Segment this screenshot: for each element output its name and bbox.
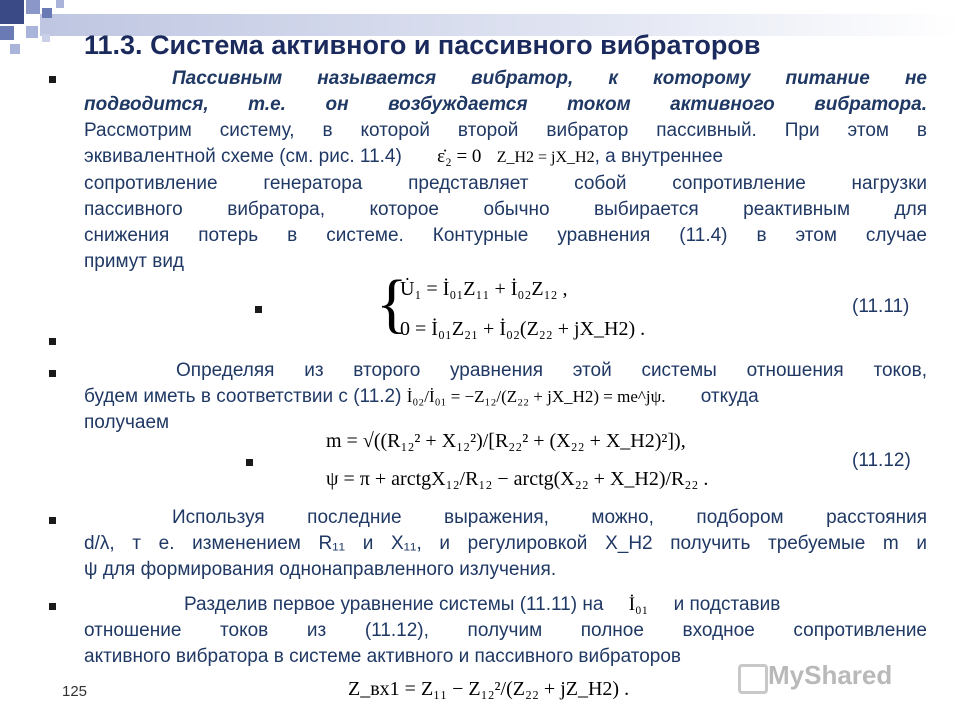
para2-line2 bbox=[84, 384, 927, 410]
para2-line2-tail: откуда bbox=[700, 386, 759, 407]
slide-title: 11.3. Система активного и пассивного вибраторов bbox=[84, 30, 761, 60]
para1-line1: Пассивным называется вибратор, к которому питание не bbox=[172, 68, 927, 89]
inline-eq-current: İ₀₁ bbox=[628, 594, 649, 615]
para4-line3: активного вибратора в системе активного и пассивного вибраторов bbox=[84, 646, 682, 667]
para4-line1-text: Разделив первое уравнение системы (11.11) на bbox=[184, 594, 604, 615]
inline-eq-ratio: İ₀₂/İ₀₁ = −Z₁₂/(Z₂₂ + jX_H2) = me^jψ. bbox=[406, 387, 666, 406]
para2-line1: Определяя из второго уравнения этой системы отношения токов, bbox=[176, 360, 927, 381]
para3-line2: d/λ, т е. изменением R₁₁ и X₁₁, и регулировкой X_H2 получить требуемые m и bbox=[84, 533, 927, 554]
para1-line7: снижения потерь в системе. Контурные уравнения (11.4) в этом случае bbox=[84, 225, 927, 246]
brace-11-11: { bbox=[376, 267, 408, 340]
para1-line4 bbox=[84, 144, 927, 171]
bullet-3 bbox=[49, 338, 56, 345]
paragraph-tuning bbox=[84, 505, 927, 583]
para1-line2: подводится, т.е. он возбуждается током активного вибратора. bbox=[84, 94, 927, 115]
para2-line2-text: будем иметь в соответствии с (11.2) bbox=[84, 386, 402, 407]
para3-line3: ψ для формирования однонаправленного излучения. bbox=[84, 559, 557, 580]
bullet-2 bbox=[255, 306, 262, 313]
equation-number-11-11: (11.11) bbox=[852, 296, 910, 317]
bullet-5 bbox=[246, 459, 253, 466]
inline-eq-emf: ε̇₂ = 0 bbox=[437, 146, 482, 167]
bullet-1 bbox=[49, 76, 56, 83]
para1-line4-text: эквивалентной схеме (см. рис. 11.4) bbox=[84, 146, 402, 167]
watermark-logo-icon bbox=[738, 664, 768, 694]
para4-line1-tail: и подставив bbox=[673, 594, 781, 615]
para2-line3: получаем bbox=[84, 412, 170, 433]
paragraph-input-impedance bbox=[84, 592, 927, 670]
para1-line3: Рассмотрим систему, в которой второй вибратор пассивный. При этом в bbox=[84, 120, 927, 141]
equation-input-impedance: Z_вх1 = Z₁₁ − Z₁₂²/(Z₂₂ + jZ_H2) . bbox=[348, 678, 630, 700]
equation-number-11-12: (11.12) bbox=[852, 450, 911, 471]
bullet-7 bbox=[49, 603, 56, 610]
para1-line4-tail: , а внутреннее bbox=[594, 146, 724, 167]
para1-line8: примут вид bbox=[84, 251, 185, 272]
inline-eq-load: Z_H2 = jX_H2 bbox=[496, 149, 595, 166]
equation-11-12-row2: ψ = π + arctgX₁₂/R₁₂ − arctg(X₂₂ + X_H2)/R₂₂ . bbox=[326, 468, 709, 490]
paragraph-passive-definition bbox=[84, 66, 927, 275]
equation-11-11-row1: U̇₁ = İ₀₁Z₁₁ + İ₀₂Z₁₂ , bbox=[400, 278, 568, 300]
para3-line1: Используя последние выражения, можно, подбором расстояния bbox=[172, 507, 927, 528]
equation-11-12-row1: m = √((R₁₂² + X₁₂²)/[R₂₂² + (X₂₂ + X_H2)²]), bbox=[326, 430, 686, 452]
watermark: MyShared bbox=[768, 660, 893, 690]
para4-line2: отношение токов из (11.12), получим полное входное сопротивление bbox=[84, 620, 927, 641]
para1-line6: пассивного вибратора, которое обычно выбирается реактивным для bbox=[84, 199, 927, 220]
page-number: 125 bbox=[62, 683, 88, 700]
paragraph-current-ratio bbox=[84, 358, 927, 436]
para4-line1 bbox=[84, 592, 927, 618]
para1-line5: сопротивление генератора представляет собой сопротивление нагрузки bbox=[84, 173, 927, 194]
bullet-6 bbox=[49, 517, 56, 524]
equation-11-11-row2: 0 = İ₀₁Z₂₁ + İ₀₂(Z₂₂ + jX_H2) . bbox=[400, 318, 646, 340]
bullet-4 bbox=[49, 370, 56, 377]
